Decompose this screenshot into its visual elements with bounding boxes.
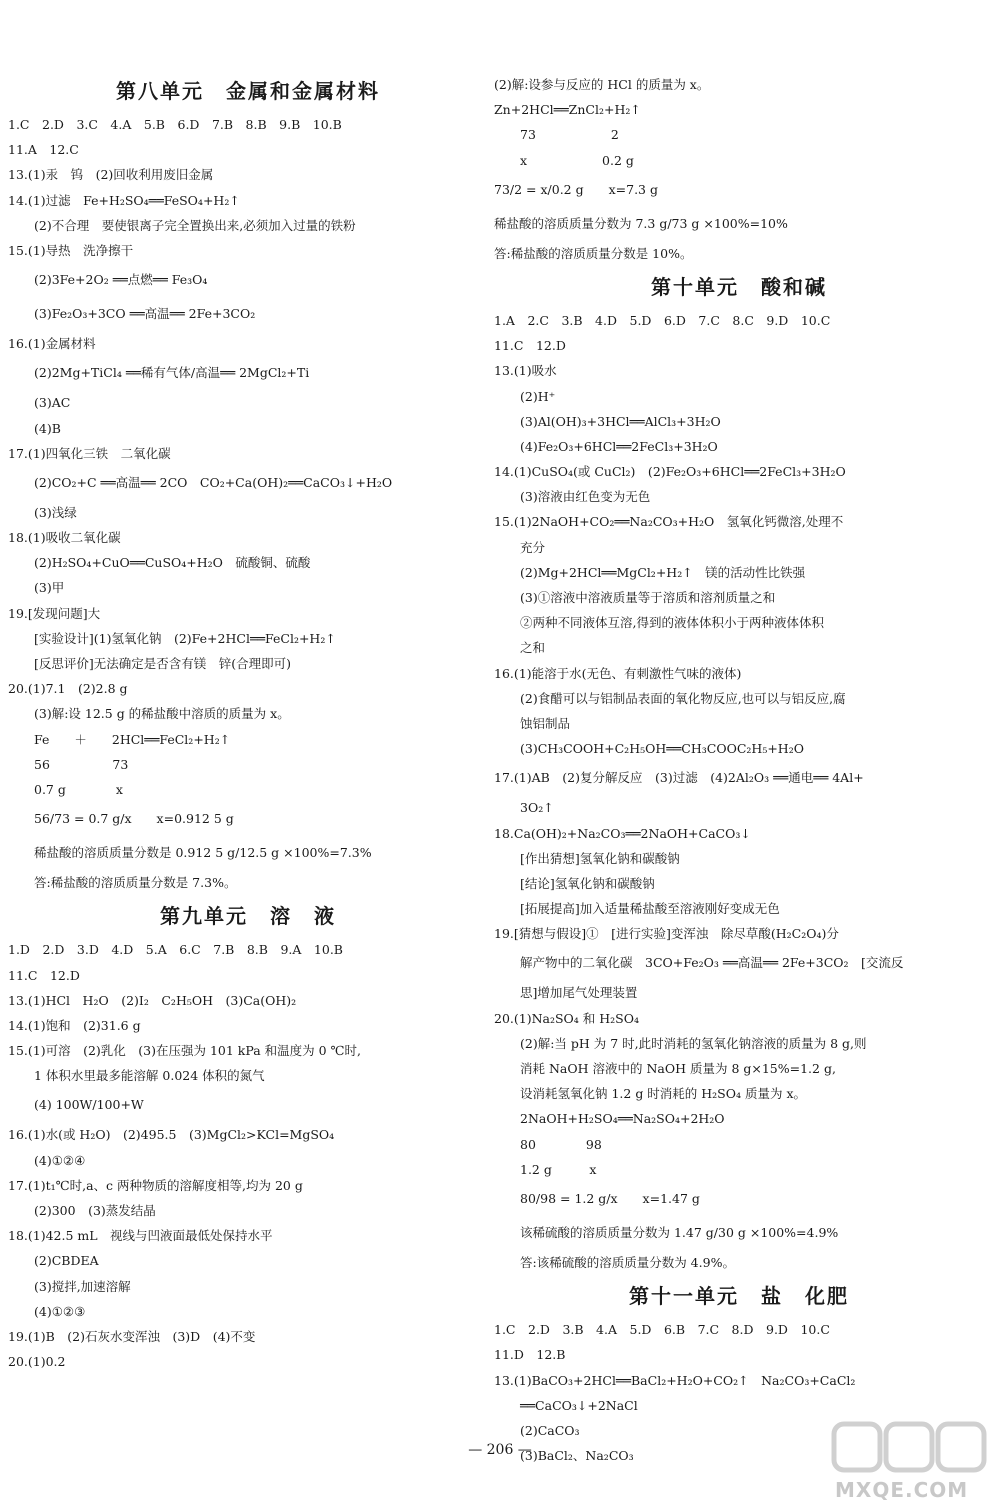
answer-line: (2)CO₂+C ══高温══ 2CO CO₂+Ca(OH)₂══CaCO₃↓+H₂O	[34, 474, 393, 490]
answer-line: 11.C 12.D	[8, 967, 80, 983]
answer-line: [结论]氢氧化钠和碳酸钠	[520, 875, 655, 891]
answer-line: 19.[发现问题]大	[8, 605, 101, 621]
answer-line: 思]增加尾气处理装置	[520, 985, 638, 1001]
answer-line: 充分	[520, 539, 546, 555]
answer-line: (4)Fe₂O₃+6HCl══2FeCl₃+3H₂O	[520, 438, 718, 454]
answer-line: 56/73 = 0.7 g/x x=0.912 5 g	[34, 811, 234, 827]
answer-line: 11.A 12.C	[8, 142, 79, 158]
answer-line: 15.(1)导热 洗净擦干	[8, 242, 134, 258]
answer-line: 18.(1)42.5 mL 视线与凹液面最低处保持水平	[8, 1228, 273, 1244]
answer-line: 13.(1)吸水	[494, 363, 557, 379]
answer-line: 18.Ca(OH)₂+Na₂CO₃══2NaOH+CaCO₃↓	[494, 825, 751, 841]
answer-line: 19.(1)B (2)石灰水变浑浊 (3)D (4)不变	[8, 1328, 256, 1344]
answer-line: [反思评价]无法确定是否含有镁 锌(合理即可)	[34, 656, 292, 671]
answer-line: 该稀硫酸的溶质质量分数为 1.47 g/30 g ×100%=4.9%	[520, 1224, 839, 1240]
answer-line: 解产物中的二氧化碳 3CO+Fe₂O₃ ══高温══ 2Fe+3CO₂ [交流反	[520, 955, 904, 971]
answer-line: (2)2Mg+TiCl₄ ══稀有气体/高温══ 2MgCl₂+Ti	[34, 365, 310, 381]
answer-line: ②两种不同液体互溶,得到的液体体积小于两种液体体积	[520, 615, 824, 631]
answer-line: 20.(1)Na₂SO₄ 和 H₂SO₄	[494, 1010, 639, 1026]
right-column	[494, 72, 984, 1468]
answer-line: 13.(1)BaCO₃+2HCl══BaCl₂+H₂O+CO₂↑ Na₂CO₃+CaCl₂	[494, 1372, 856, 1388]
answer-line: 之和	[520, 640, 546, 656]
answer-line: 1.C 2.D 3.C 4.A 5.B 6.D 7.B 8.B 9.B 10.B	[8, 117, 342, 132]
answer-line: (2)解:当 pH 为 7 时,此时消耗的氢氧化钠溶液的质量为 8 g,则	[520, 1035, 867, 1051]
answer-line: 3O₂↑	[520, 800, 554, 816]
answer-line: (3)Fe₂O₃+3CO ══高温══ 2Fe+3CO₂	[34, 306, 256, 322]
answer-line: (4)B	[34, 420, 61, 436]
answer-line: [实验设计](1)氢氧化钠 (2)Fe+2HCl══FeCl₂+H₂↑	[34, 630, 336, 646]
answer-line: 14.(1)过滤 Fe+H₂SO₄══FeSO₄+H₂↑	[8, 192, 240, 208]
answer-line: (2)食醋可以与铝制品表面的氧化物反应,也可以与铝反应,腐	[520, 690, 846, 706]
answer-line: 11.C 12.D	[494, 338, 566, 354]
answer-line: (3)Al(OH)₃+3HCl══AlCl₃+3H₂O	[520, 413, 721, 429]
answer-line: 13.(1)HCl H₂O (2)I₂ C₂H₅OH (3)Ca(OH)₂	[8, 992, 297, 1008]
answer-line: (3)①溶液中溶液质量等于溶质和溶剂质量之和	[520, 590, 776, 605]
answer-line: (2)Mg+2HCl══MgCl₂+H₂↑ 镁的活动性比铁强	[520, 564, 806, 580]
answer-line: 15.(1)2NaOH+CO₂══Na₂CO₃+H₂O 氢氧化钙微溶,处理不	[494, 514, 844, 530]
answer-line: 1.C 2.D 3.B 4.A 5.D 6.B 7.C 8.D 9.D 10.C	[494, 1322, 830, 1338]
answer-line: 2NaOH+H₂SO₄══Na₂SO₄+2H₂O	[520, 1111, 725, 1127]
answer-line: 1.A 2.C 3.B 4.D 5.D 6.D 7.C 8.C 9.D 10.C	[494, 312, 831, 328]
answer-line: (3)搅拌,加速溶解	[34, 1278, 131, 1294]
section-heading: 第十一单元 盐 化肥	[629, 1284, 849, 1309]
answer-line: 20.(1)7.1 (2)2.8 g	[8, 681, 128, 697]
answer-line: 16.(1)水(或 H₂O) (2)495.5 (3)MgCl₂>KCl=MgSO₄	[8, 1127, 335, 1143]
answer-line: 16.(1)能溶于水(无色、有刺激性气味的液体)	[494, 665, 742, 681]
answer-line: 17.(1)t₁℃时,a、c 两种物质的溶解度相等,均为 20 g	[8, 1177, 303, 1193]
answer-line: (2)不合理 要使银离子完全置换出来,必须加入过量的铁粉	[34, 217, 356, 233]
answer-line: 1 体积水里最多能溶解 0.024 体积的氮气	[34, 1068, 265, 1084]
answer-line: 73 2	[520, 127, 619, 143]
answer-line: (3)AC	[34, 395, 71, 411]
answer-line: (2)H₂SO₄+CuO══CuSO₄+H₂O 硫酸铜、硫酸	[34, 555, 311, 571]
answer-line: (3)甲	[34, 580, 65, 596]
answer-line: 答:稀盐酸的溶质质量分数是 10%。	[494, 245, 693, 261]
answer-line: 73/2 = x/0.2 g x=7.3 g	[494, 181, 658, 197]
answer-line: (4)①②④	[34, 1152, 86, 1168]
answer-line: 稀盐酸的溶质质量分数为 7.3 g/73 g ×100%=10%	[494, 215, 788, 231]
answer-line: (4)①②③	[34, 1303, 86, 1319]
answer-line: 17.(1)四氧化三铁 二氧化碳	[8, 445, 171, 461]
answer-line: (2)300 (3)蒸发结晶	[34, 1203, 156, 1218]
left-column	[8, 70, 488, 1374]
answer-line: 17.(1)AB (2)复分解反应 (3)过滤 (4)2Al₂O₃ ══通电══ 4Al+	[494, 770, 864, 786]
answer-line: 15.(1)可溶 (2)乳化 (3)在压强为 101 kPa 和温度为 0 ℃时,	[8, 1043, 362, 1059]
answer-line: (3)溶液由红色变为无色	[520, 489, 651, 505]
section-heading: 第九单元 溶 液	[160, 904, 336, 929]
answer-line: (2)H⁺	[520, 388, 556, 404]
answer-line: 20.(1)0.2	[8, 1354, 66, 1370]
watermark-text: MXQE.COM	[835, 1478, 969, 1502]
answer-line: (3)CH₃COOH+C₂H₅OH══CH₃COOC₂H₅+H₂O	[520, 741, 804, 757]
answer-line: 14.(1)CuSO₄(或 CuCl₂) (2)Fe₂O₃+6HCl══2FeCl₃+3H₂O	[494, 464, 846, 480]
answer-line: Zn+2HCl══ZnCl₂+H₂↑	[494, 102, 641, 118]
answer-line: 14.(1)饱和 (2)31.6 g	[8, 1017, 141, 1033]
answer-line: (2)CaCO₃	[520, 1422, 580, 1438]
answer-line: [拓展提高]加入适量稀盐酸至溶液刚好变成无色	[520, 901, 780, 917]
page-number: — 206 —	[468, 1442, 532, 1458]
answer-line: 稀盐酸的溶质质量分数是 0.912 5 g/12.5 g ×100%=7.3%	[34, 845, 372, 861]
answer-line: 19.[猜想与假设]① [进行实验]变浑浊 除尽草酸(H₂C₂O₄)分	[494, 926, 839, 942]
answer-line: (3)BaCl₂、Na₂CO₃	[520, 1448, 634, 1464]
answer-line: 11.D 12.B	[494, 1347, 566, 1363]
answer-line: 蚀铝制品	[520, 715, 571, 731]
answer-line: 1.2 g x	[520, 1161, 597, 1177]
answer-line: (3)解:设 12.5 g 的稀盐酸中溶质的质量为 x。	[34, 706, 290, 722]
answer-line: ══CaCO₃↓+2NaCl	[520, 1397, 638, 1413]
answer-line: 16.(1)金属材料	[8, 336, 96, 352]
answer-line: 设消耗氢氧化钠 1.2 g 时消耗的 H₂SO₄ 质量为 x。	[520, 1086, 807, 1102]
answer-line: (2)CBDEA	[34, 1253, 99, 1269]
answer-line: Fe ＋ 2HCl══FeCl₂+H₂↑	[34, 731, 231, 747]
answer-line: 80/98 = 1.2 g/x x=1.47 g	[520, 1190, 700, 1206]
answer-line: x 0.2 g	[520, 152, 634, 168]
answer-line: 答:该稀硫酸的溶质质量分数为 4.9%。	[520, 1254, 735, 1270]
section-heading: 第八单元 金属和金属材料	[116, 79, 380, 103]
answer-line: 80 98	[520, 1136, 602, 1152]
answer-line: 18.(1)吸收二氧化碳	[8, 530, 121, 546]
answer-line: (2)3Fe+2O₂ ══点燃══ Fe₃O₄	[34, 272, 208, 288]
answer-line: [作出猜想]氢氧化钠和碳酸钠	[520, 850, 680, 866]
answer-line: 1.D 2.D 3.D 4.D 5.A 6.C 7.B 8.B 9.A 10.B	[8, 942, 343, 958]
answer-line: (2)解:设参与反应的 HCl 的质量为 x。	[494, 77, 710, 92]
answer-line: (4) 100W/100+W	[34, 1097, 144, 1113]
answer-line: 13.(1)汞 钨 (2)回收利用废旧金属	[8, 167, 214, 183]
answer-line: 56 73	[34, 756, 129, 772]
answer-line: 答:稀盐酸的溶质质量分数是 7.3%。	[34, 875, 237, 891]
section-heading: 第十单元 酸和碱	[651, 274, 827, 299]
answer-line: (3)浅绿	[34, 504, 77, 520]
answer-line: 消耗 NaOH 溶液中的 NaOH 质量为 8 g×15%=1.2 g,	[520, 1061, 836, 1076]
answer-line: 0.7 g x	[34, 781, 123, 797]
